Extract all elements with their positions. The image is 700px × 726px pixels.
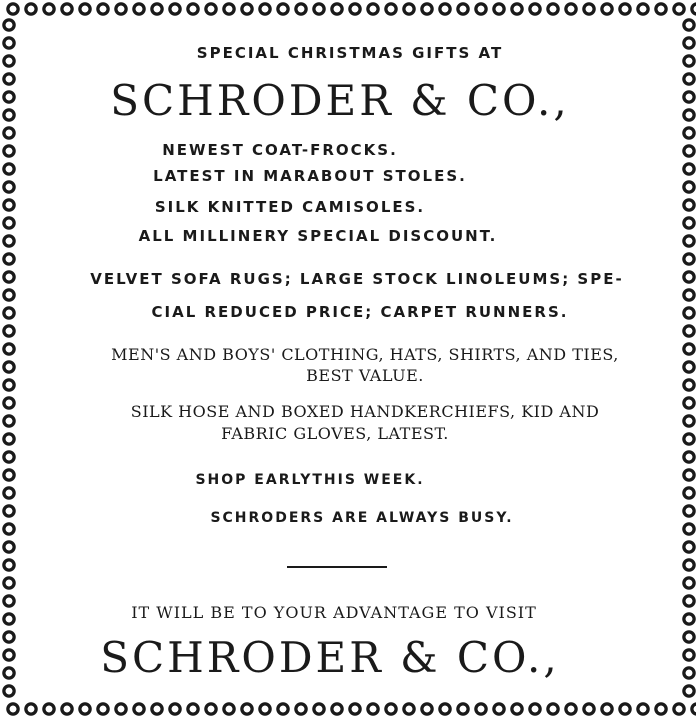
ornamental-border-bottom — [4, 700, 696, 718]
paragraph-line: FABRIC GLOVES, LATEST. — [221, 424, 449, 443]
store-name-bottom: SCHRODER & CO., — [100, 633, 560, 682]
visit-line: IT WILL BE TO YOUR ADVANTAGE TO VISIT — [131, 603, 537, 622]
paragraph-line: BEST VALUE. — [306, 366, 424, 385]
always-busy-line: SCHRODERS ARE ALWAYS BUSY. — [210, 510, 514, 526]
item-line: SILK KNITTED CAMISOLES. — [154, 198, 426, 216]
paragraph-line: CIAL REDUCED PRICE; CARPET RUNNERS. — [151, 303, 569, 321]
paragraph-line: VELVET SOFA RUGS; LARGE STOCK LINOLEUMS; SPE- — [90, 270, 624, 288]
store-name-top: SCHRODER & CO., — [110, 76, 570, 125]
paragraph-line: MEN'S AND BOYS' CLOTHING, HATS, SHIRTS, AND TIES, — [111, 345, 619, 364]
ad-header: SPECIAL CHRISTMAS GIFTS AT — [196, 44, 504, 62]
divider-rule — [287, 566, 387, 568]
item-line: NEWEST COAT-FROCKS. — [162, 141, 398, 159]
paragraph-line: SILK HOSE AND BOXED HANDKERCHIEFS, KID AND — [130, 402, 600, 421]
item-line: ALL MILLINERY SPECIAL DISCOUNT. — [138, 227, 498, 245]
ornamental-border-top — [4, 0, 696, 18]
item-line: LATEST IN MARABOUT STOLES. — [153, 167, 467, 185]
shop-early-line: SHOP EARLYTHIS WEEK. — [195, 472, 425, 488]
